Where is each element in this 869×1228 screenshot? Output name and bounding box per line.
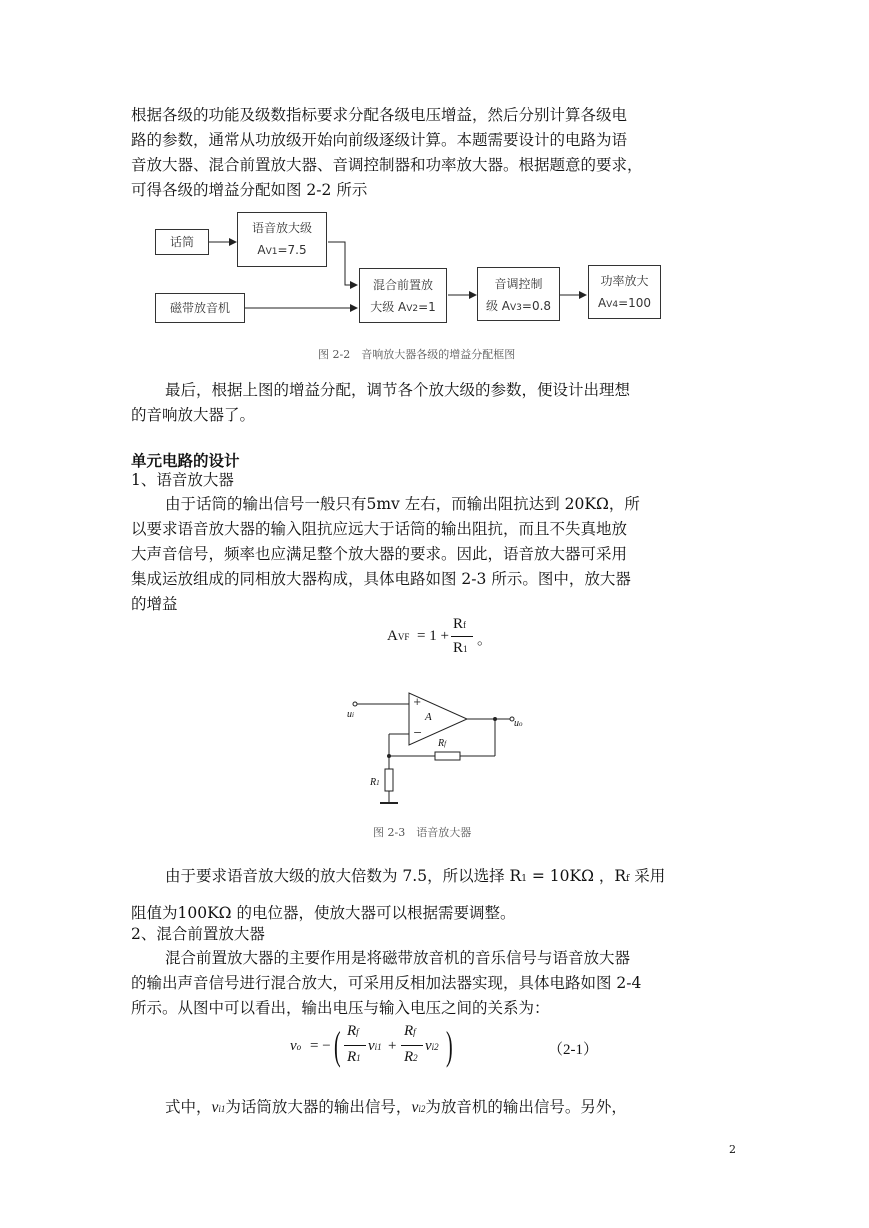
frac1-bar <box>344 1045 366 1046</box>
mixer-formula <box>290 1021 610 1076</box>
power-title: 功率放大 <box>600 274 649 288</box>
frac2-den: R2 <box>404 1049 418 1065</box>
vo-symbol: vo <box>290 1038 302 1054</box>
p3-line-1: 混合前置放大器的主要作用是将磁带放音机的音乐信号与语音放大器 <box>165 949 631 967</box>
final-line-2: 的音响放大器了。 <box>131 406 256 424</box>
mic-box <box>155 229 209 255</box>
frac1-den: R1 <box>347 1049 361 1065</box>
r1-resistor <box>385 769 393 791</box>
plus-op: + <box>388 1038 397 1054</box>
eq-minus: = − <box>310 1038 331 1054</box>
voice-amp-box <box>237 212 327 267</box>
page-number: 2 <box>729 1143 736 1156</box>
ui-label: ui <box>347 709 354 720</box>
final-line-1: 最后，根据上图的增益分配，调节各个放大级的参数，便设计出理想 <box>165 381 631 399</box>
frac2-num: Rf <box>404 1023 416 1039</box>
p1-line-5: 的增益 <box>131 595 178 613</box>
tape-box <box>155 293 245 323</box>
p2-line-1: 由于要求语音放大级的放大倍数为 7.5，所以选择 R1 = 10KΩ ，Rf 采用 <box>165 867 666 885</box>
p2-line-2: 阻值为100KΩ 的电位器，使放大器可以根据需要调整。 <box>131 904 516 922</box>
figure-2-3-caption: 图 2-3 语音放大器 <box>373 826 472 839</box>
rf-label: Rf <box>438 738 447 749</box>
minus-sign: − <box>413 726 423 739</box>
mix-amp-gain: 大级 AV2=1 <box>370 300 436 314</box>
tone-title: 音调控制 <box>494 277 543 291</box>
tone-control-box <box>477 267 560 321</box>
subsection-1-title: 1、语音放大器 <box>131 471 234 489</box>
p3-line-2: 的输出声音信号进行混合放大，可采用反相加法器实现，具体电路如图 2-4 <box>131 974 642 992</box>
power-amp-box <box>588 265 661 319</box>
tone-gain: 级 AV3=0.8 <box>485 299 552 313</box>
mix-amp-box <box>359 268 447 323</box>
frac1-num: Rf <box>347 1023 359 1039</box>
gain-formula <box>387 614 547 664</box>
p4-line: 式中，vi1为话筒放大器的输出信号，vi2为放音机的输出信号。另外， <box>165 1098 627 1116</box>
subsection-2-title: 2、混合前置放大器 <box>131 925 265 943</box>
p1-line-1: 由于话筒的输出信号一般只有5mv 左右，而输出阻抗达到 20KΩ，所 <box>165 495 640 513</box>
formula-denominator: R1 <box>453 640 468 656</box>
left-paren: ( <box>334 1023 341 1068</box>
voice-amp-gain: AV1=7.5 <box>257 243 307 257</box>
formula-lhs: AVF <box>387 628 410 644</box>
opamp-label: A <box>425 711 432 723</box>
right-paren: ) <box>446 1023 453 1068</box>
equation-number: （2-1） <box>548 1042 598 1058</box>
section-title: 单元电路的设计 <box>131 452 240 470</box>
junction-node <box>387 754 391 758</box>
rf-resistor <box>435 752 460 760</box>
frac2-bar <box>401 1045 423 1046</box>
p3-line-3: 所示。从图中可以看出，输出电压与输入电压之间的关系为： <box>131 999 550 1017</box>
power-gain: AV4=100 <box>597 296 652 310</box>
intro-line-3: 音放大器、混合前置放大器、音调控制器和功率放大器。根据题意的要求， <box>131 156 643 174</box>
input-terminal <box>353 702 357 706</box>
arrow-voice-mix <box>328 242 357 285</box>
fraction-bar <box>451 636 473 637</box>
intro-line-2: 路的参数，通常从功放级开始向前级逐级计算。本题需要设计的电路为语 <box>131 131 628 149</box>
intro-line-4: 可得各级的增益分配如图 2-2 所示 <box>131 181 368 199</box>
p1-line-2: 以要求语音放大器的输入阻抗应远大于话筒的输出阻抗，而且不失真地放 <box>131 520 628 538</box>
tape-label: 磁带放音机 <box>169 301 230 315</box>
p1-line-3: 大声音信号，频率也应满足整个放大器的要求。因此，语音放大器可采用 <box>131 545 628 563</box>
figure-2-2-caption: 图 2-2 音响放大器各级的增益分配框图 <box>318 348 516 361</box>
voice-amp-circuit <box>340 688 540 813</box>
plus-sign: + <box>413 697 422 708</box>
voice-amp-title: 语音放大级 <box>251 221 312 235</box>
uo-label: uo <box>514 718 523 729</box>
mix-amp-title: 混合前置放 <box>372 278 433 292</box>
p1-line-4: 集成运放组成的同相放大器构成，具体电路如图 2-3 所示。图中，放大器 <box>131 570 631 588</box>
formula-tail: 。 <box>477 632 493 648</box>
r1-label: R1 <box>370 777 380 788</box>
vi2-symbol: vi2 <box>425 1038 439 1054</box>
formula-eq: = 1 + <box>417 628 449 644</box>
formula-numerator: Rf <box>453 616 467 632</box>
vi1-symbol: vi1 <box>368 1038 382 1054</box>
intro-line-1: 根据各级的功能及级数指标要求分配各级电压增益，然后分别计算各级电 <box>131 106 628 124</box>
mic-label: 话筒 <box>169 235 194 249</box>
